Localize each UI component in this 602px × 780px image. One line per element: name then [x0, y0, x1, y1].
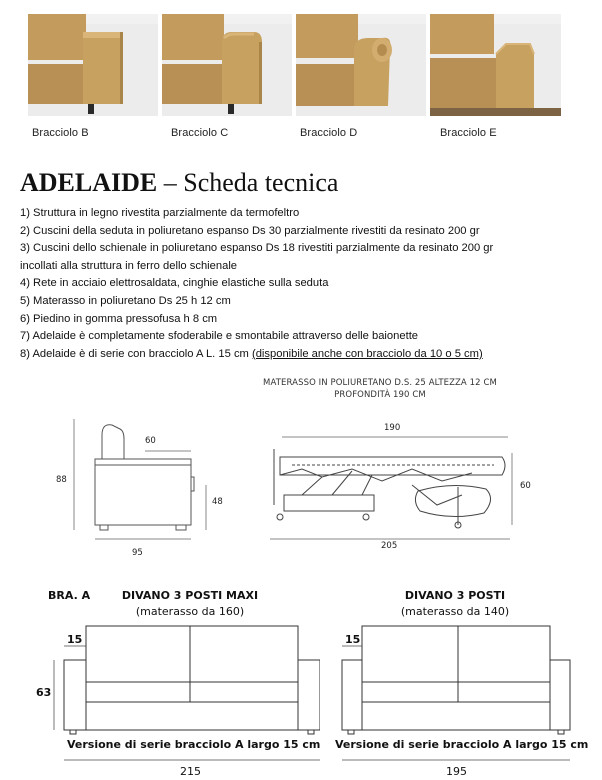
spec-item — [20, 346, 590, 364]
product-name: ADELAIDE — [20, 168, 158, 197]
bed-dim-205: 205 — [381, 541, 398, 551]
spec8-note: (disponibile anche con bracciolo da 10 o 5 cm) — [251, 347, 483, 360]
bed-dim-190: 190 — [384, 423, 401, 433]
spec-item: 3) Cuscini dello schienale in poliuretano espanso Ds 18 rivestiti parzialmente da resinato 200 gr — [20, 242, 494, 255]
sofa-std-dim-width: 195 — [446, 765, 467, 778]
armrest-label-c: Bracciolo C — [171, 127, 229, 139]
spec-item: 2) Cuscini della seduta in poliuretano espanso Ds 30 parzialmente rivestiti da resinato 200 gr — [20, 224, 480, 237]
title-subtitle: Scheda tecnica — [183, 168, 339, 197]
spec-item: 4) Rete in acciaio elettrosaldata, cinghie elastiche sulla seduta — [20, 277, 329, 290]
title-dash: – — [157, 168, 184, 197]
spec-list — [20, 205, 590, 363]
sofa-std-drawing — [330, 620, 580, 775]
armrest-photo-c — [162, 14, 292, 116]
spec-item: 6) Piedino in gomma pressofusa h 8 cm — [20, 312, 218, 325]
sofa-maxi-subtitle: (materasso da 160) — [135, 605, 245, 618]
sofa-maxi-dim-arm: 15 — [67, 633, 83, 646]
spec-item: incollati alla struttura in ferro dello schienale — [20, 259, 238, 272]
armrest-photo-d — [296, 14, 426, 116]
sofa-maxi-note: Versione di serie bracciolo A largo 15 cm — [67, 738, 321, 751]
armrest-type-label: BRA. A — [48, 589, 91, 602]
spec-item: 1) Struttura in legno rivestita parzialmente da termofeltro — [20, 207, 300, 219]
bed-caption-line1: MATERASSO IN POLIURETANO D.S. 25 ALTEZZA 12 CM — [263, 378, 497, 388]
bed-dim-60: 60 — [520, 481, 531, 491]
sofa-maxi-dim-width: 215 — [180, 765, 201, 778]
armrest-label-b: Bracciolo B — [32, 127, 89, 139]
spec-item: 5) Materasso in poliuretano Ds 25 h 12 cm — [20, 294, 231, 307]
sofa-maxi-title: DIVANO 3 POSTI MAXI — [121, 589, 259, 602]
armrest-label-e: Bracciolo E — [440, 127, 497, 139]
armrest-label-d: Bracciolo D — [300, 127, 358, 139]
page-title — [20, 168, 338, 198]
sofa-std-note: Versione di serie bracciolo A largo 15 cm — [335, 738, 589, 751]
bed-mechanism-drawing — [262, 425, 524, 550]
sofa-std-subtitle: (materasso da 140) — [400, 605, 510, 618]
spec-item: 7) Adelaide è completamente sfoderabile e smontabile attraverso delle baionette — [20, 330, 419, 343]
side-dim-48: 48 — [212, 497, 223, 507]
armrest-photo-b — [28, 14, 158, 116]
side-view-drawing — [50, 415, 230, 570]
spec8-text: 8) Adelaide è di serie con bracciolo A L. 15 cm — [20, 347, 252, 360]
side-dim-88: 88 — [56, 475, 67, 485]
bed-caption-line2: PROFONDITÀ 190 CM — [334, 390, 426, 400]
side-dim-95: 95 — [132, 548, 143, 558]
sofa-maxi-dim-height: 63 — [36, 686, 52, 699]
armrest-photo-e — [430, 14, 561, 116]
side-dim-60: 60 — [145, 436, 156, 446]
sofa-std-title: DIVANO 3 POSTI — [404, 589, 506, 602]
sofa-std-dim-arm: 15 — [345, 633, 361, 646]
